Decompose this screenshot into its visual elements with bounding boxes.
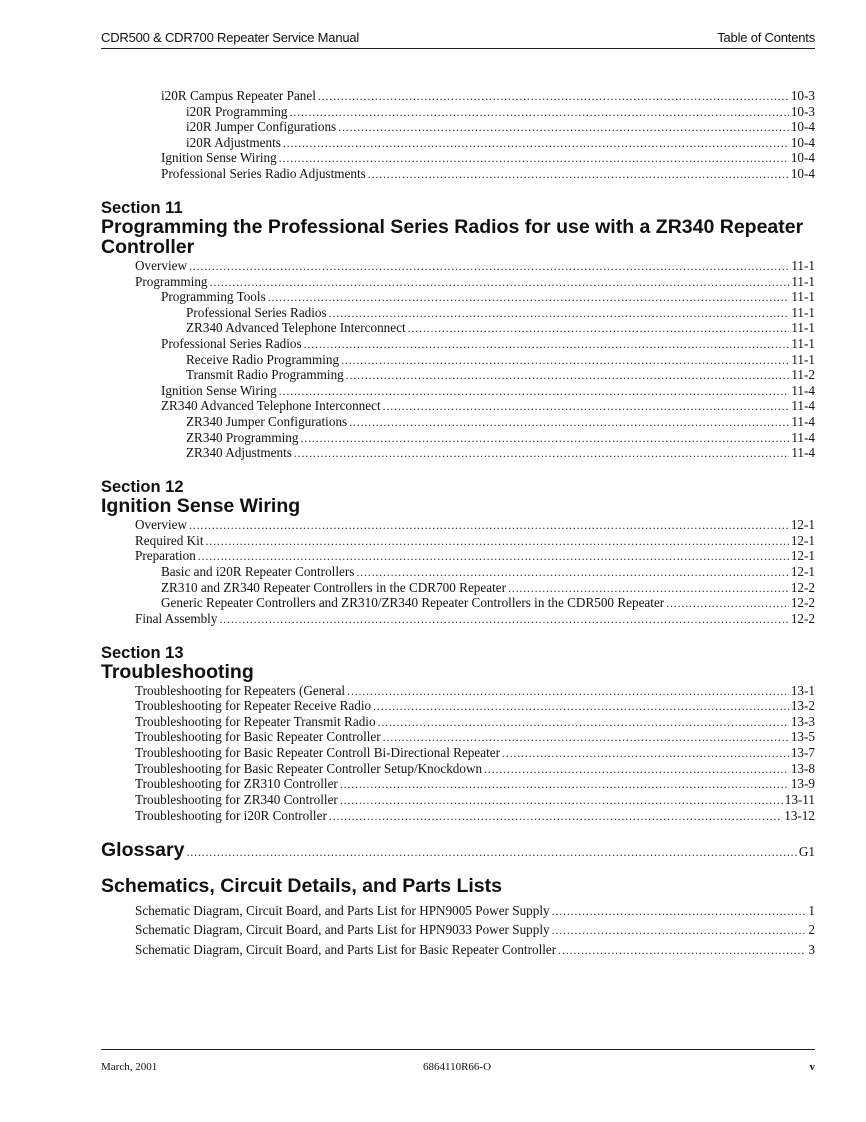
toc-entry[interactable]: Basic and i20R Repeater Controllers . . . 12-1 xyxy=(161,564,815,580)
page-header xyxy=(101,28,815,49)
toc-entry[interactable]: Troubleshooting for Basic Repeater Controll Bi-Directional Repeater . . . 13-7 xyxy=(135,745,815,761)
section-11-title: Programming the Professional Series Radios for use with a ZR340 Repeater Controller xyxy=(101,216,804,258)
toc-entry[interactable]: Troubleshooting for Repeaters (General . . . 13-1 xyxy=(135,683,815,699)
schematics-title: Schematics, Circuit Details, and Parts Lists xyxy=(101,875,502,897)
glossary-entry[interactable]: Glossary . . . G1 xyxy=(101,838,815,862)
toc-entry[interactable]: i20R Programming . . . 10-3 xyxy=(186,104,815,120)
page-footer xyxy=(101,1049,815,1080)
toc-entry[interactable]: Final Assembly . . . 12-2 xyxy=(135,611,815,627)
toc-entry[interactable]: Programming Tools . . . 11-1 xyxy=(161,289,815,305)
toc-entry[interactable]: ZR310 and ZR340 Repeater Controllers in the CDR700 Repeater . . . 12-2 xyxy=(161,580,815,596)
toc-entry[interactable]: Ignition Sense Wiring . . . 11-4 xyxy=(161,383,815,399)
toc-entry[interactable]: ZR340 Advanced Telephone Interconnect . . . 11-1 xyxy=(186,320,815,336)
toc-entry[interactable]: Generic Repeater Controllers and ZR310/ZR340 Repeater Controllers in the CDR500 Repeater . . . 12-2 xyxy=(161,595,815,611)
section-13-title: Troubleshooting xyxy=(101,661,254,683)
toc-entry[interactable]: ZR340 Adjustments . . . 11-4 xyxy=(186,445,815,461)
toc-entry[interactable]: Overview . . . 11-1 xyxy=(135,258,815,274)
toc-entry[interactable]: Ignition Sense Wiring . . . 10-4 xyxy=(161,150,815,166)
toc-entry[interactable]: Troubleshooting for ZR340 Controller . . . 13-11 xyxy=(135,792,815,808)
toc-entry[interactable]: Transmit Radio Programming . . . 11-2 xyxy=(186,367,815,383)
toc-entry[interactable]: Required Kit . . . 12-1 xyxy=(135,533,815,549)
toc-entry[interactable]: i20R Adjustments . . . 10-4 xyxy=(186,135,815,151)
toc-entry[interactable]: Schematic Diagram, Circuit Board, and Parts List for HPN9005 Power Supply . . . 1 xyxy=(135,903,815,919)
toc-entry[interactable]: Schematic Diagram, Circuit Board, and Parts List for HPN9033 Power Supply . . . 2 xyxy=(135,922,815,938)
header-section-name: Table of Contents xyxy=(717,30,815,45)
section-13-label: Section 13 xyxy=(101,644,184,662)
toc-entry[interactable]: Professional Series Radios . . . 11-1 xyxy=(186,305,815,321)
toc-entry[interactable]: ZR340 Programming . . . 11-4 xyxy=(186,430,815,446)
footer-date: March, 2001 xyxy=(101,1061,158,1073)
section-11-label: Section 11 xyxy=(101,199,183,217)
toc-entry[interactable]: Troubleshooting for Repeater Transmit Radio . . . 13-3 xyxy=(135,714,815,730)
toc-entry[interactable]: Troubleshooting for i20R Controller . . . 13-12 xyxy=(135,808,815,824)
footer-page-number: v xyxy=(809,1061,815,1073)
toc-entry[interactable]: ZR340 Advanced Telephone Interconnect . . . 11-4 xyxy=(161,398,815,414)
toc-entry[interactable]: Programming . . . 11-1 xyxy=(135,274,815,290)
toc-entry[interactable]: Overview . . . 12-1 xyxy=(135,517,815,533)
toc-entry[interactable]: Schematic Diagram, Circuit Board, and Parts List for Basic Repeater Controller . . . 3 xyxy=(135,942,815,958)
toc-entry[interactable]: Professional Series Radio Adjustments . . . 10-4 xyxy=(161,166,815,182)
toc-entry[interactable]: i20R Campus Repeater Panel . . . 10-3 xyxy=(161,88,815,104)
section-12-title: Ignition Sense Wiring xyxy=(101,495,301,517)
toc-entry[interactable]: ZR340 Jumper Configurations . . . 11-4 xyxy=(186,414,815,430)
section-12-label: Section 12 xyxy=(101,478,184,496)
toc-entry[interactable]: Troubleshooting for Basic Repeater Controller . . . 13-5 xyxy=(135,729,815,745)
toc-entry[interactable]: Preparation . . . 12-1 xyxy=(135,548,815,564)
toc-entry[interactable]: Receive Radio Programming . . . 11-1 xyxy=(186,352,815,368)
footer-doc-number: 6864110R66-O xyxy=(423,1061,492,1073)
toc-entry[interactable]: Professional Series Radios . . . 11-1 xyxy=(161,336,815,352)
toc-entry[interactable]: Troubleshooting for ZR310 Controller . . . 13-9 xyxy=(135,776,815,792)
header-manual-title: CDR500 & CDR700 Repeater Service Manual xyxy=(101,30,360,45)
toc-entry[interactable]: Troubleshooting for Basic Repeater Controller Setup/Knockdown . . . 13-8 xyxy=(135,761,815,777)
toc-entry[interactable]: i20R Jumper Configurations . . . 10-4 xyxy=(186,119,815,135)
toc-entry[interactable]: Troubleshooting for Repeater Receive Radio . . . 13-2 xyxy=(135,698,815,714)
